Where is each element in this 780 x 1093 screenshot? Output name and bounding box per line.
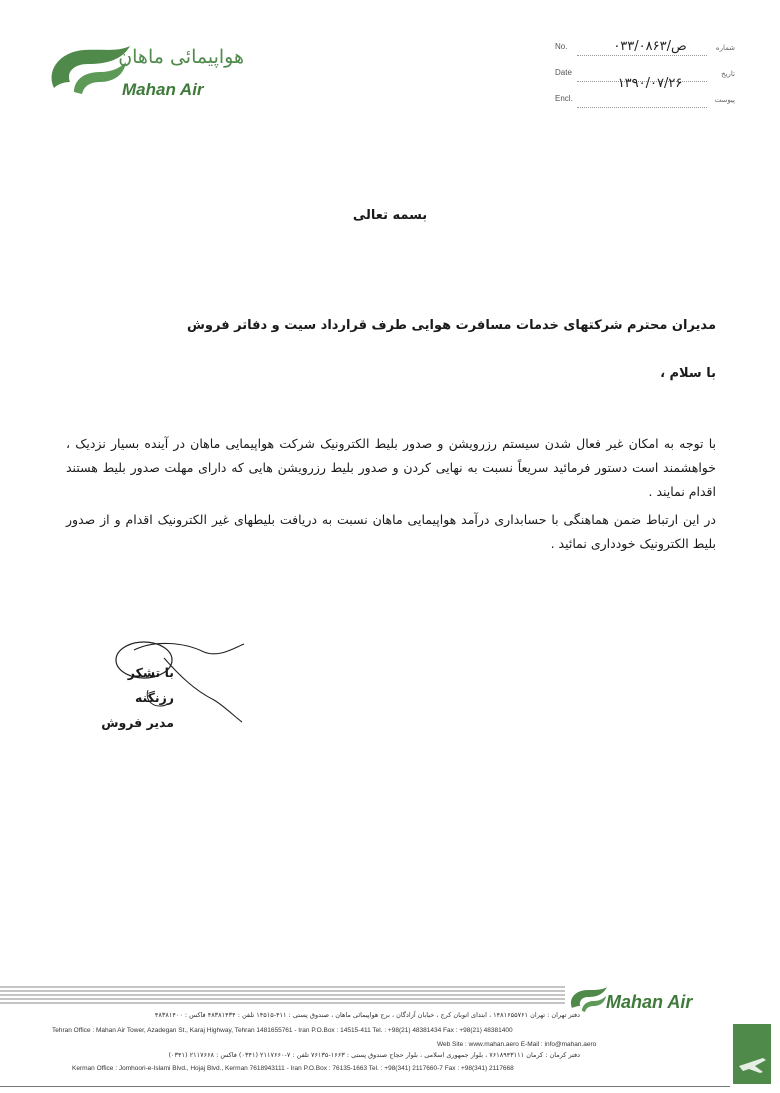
footer-tehran-fa: دفتر تهران : تهران ۱۴۸۱۶۵۵۷۶۱ ، ابتدای اتوبان کرج ، خیابان آزادگان ، برج هواپیمائی ماهان ، صندوق پستی : ۴۱۱-۱۴۵۱۵ تلفن : ۴۸۳۸۱۴۳۴ فاکس : ۴۸۳۸۱۴۰۰ bbox=[154, 1011, 580, 1019]
footer-airplane-icon bbox=[733, 1024, 771, 1084]
letter-paragraph-1: با توجه به امکان غیر فعال شدن سیستم رزرویشن و صدور بلیط الکترونیک شرکت هواپیمایی ماهان در آینده بسیار نزدیک ، خواهشمند است دستور فرمائید سریعاً نسبت به نهایی کردن و صدور بلیط رزرویشن هایی که دارای مهلت صدور بلیط هستند اقدام نمایند . bbox=[66, 436, 716, 499]
letter-greeting: با سلام ، bbox=[660, 366, 716, 381]
letter-heading: بسمه تعالی bbox=[352, 208, 428, 223]
letter-paragraph-2: در این ارتباط ضمن هماهنگی با حسابداری درآمد هواپیمایی ماهان نسبت به دریافت بلیطهای غیر الکترونیک اقدام و از صدور بلیط الکترونیک خودداری نمائید . bbox=[66, 512, 716, 551]
signature-name: رزنگنه bbox=[134, 690, 174, 705]
signature-title: مدیر فروش bbox=[101, 715, 174, 730]
footer-logo-text: Mahan Air bbox=[606, 992, 693, 1012]
letter-addressee: مدیران محترم شرکتهای خدمات مسافرت هوایی طرف قرارداد سیت و دفاتر فروش bbox=[186, 318, 716, 333]
logo-persian-text: هواپیمائی ماهان bbox=[118, 46, 244, 68]
ref-enclosure-row bbox=[555, 94, 735, 110]
signature-block bbox=[101, 660, 174, 735]
ref-enclosure-line bbox=[577, 107, 707, 108]
footer-bottom-rule bbox=[0, 1086, 730, 1087]
ref-enclosure-label: Encl. bbox=[555, 94, 573, 103]
footer-logo-icon bbox=[568, 986, 608, 1012]
ref-date-row bbox=[555, 68, 735, 91]
logo-english-text: Mahan Air bbox=[122, 80, 204, 99]
ref-date-label-fa: تاریخ bbox=[721, 70, 735, 78]
footer-kerman-en: Kerman Office : Jomhoori-e-Islami Blvd., Hojaj Blvd., Kerman 7618943111 - Iran P.O.Box : 76135-1663 Tel. : +98(341) 2117660-7 Fax : +98(341) 2117668 bbox=[72, 1065, 514, 1072]
ref-enclosure-label-fa: پیوست bbox=[714, 96, 735, 104]
footer-web-email: Web Site : www.mahan.aero E-Mail : info@mahan.aero bbox=[437, 1041, 597, 1048]
footer-kerman-fa: دفتر کرمان : کرمان ۷۶۱۸۹۴۳۱۱۱ ، بلوار جمهوری اسلامی ، بلوار حجاج صندوق پستی : ۱۶۶۳-۷۶۱۳۵ تلفن : ۷-۲۱۱۷۶۶۰ (۰۳۴۱) فاکس : ۲۱۱۷۶۶۸ (۰۳۴۱) bbox=[168, 1051, 580, 1059]
footer-tehran-en: Tehran Office : Mahan Air Tower, Azadegan St., Karaj Highway, Tehran 1481655761 - Iran P.O.Box : 14515-411 Tel. : +98(21) 48381434 Fax : +98(21) 48381400 bbox=[52, 1027, 513, 1034]
ref-date-label: Date bbox=[555, 68, 572, 77]
ref-number-value: ص/۰۳۳/۰۸۶۳ bbox=[613, 39, 687, 54]
ref-number-line bbox=[577, 55, 707, 56]
signature-closing: با تشکر bbox=[127, 665, 174, 680]
footer-decorative-lines bbox=[0, 984, 565, 1006]
ref-number-row bbox=[555, 39, 735, 58]
ref-number-label-fa: شماره bbox=[715, 44, 735, 52]
ref-date-value: ۱۳۹۰/۰۷/۲۶ bbox=[617, 76, 683, 91]
ref-number-label: No. bbox=[555, 42, 568, 51]
